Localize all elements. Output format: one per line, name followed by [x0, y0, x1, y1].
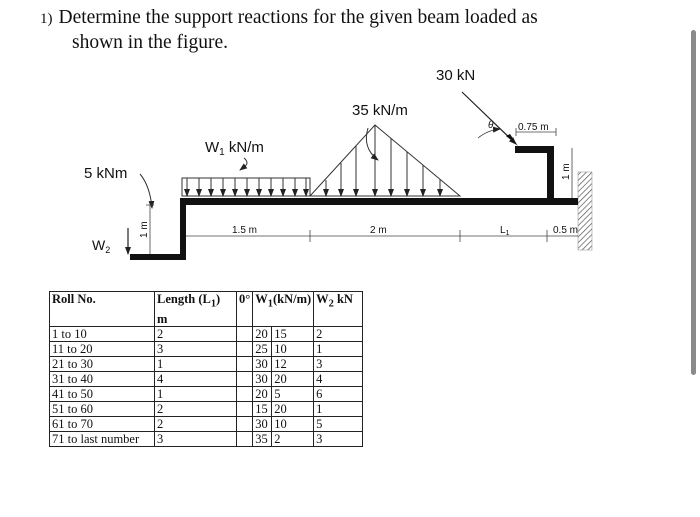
bracket-horizontal	[515, 146, 554, 153]
cell-w2: 3	[314, 431, 363, 446]
left-bottom-arm	[130, 254, 186, 260]
cell-w2: 1	[314, 401, 363, 416]
cell-w1: 15	[272, 326, 314, 341]
cell-roll: 41 to 50	[50, 386, 155, 401]
cell-w1: 10	[272, 341, 314, 356]
w2-label: $W_2$	[92, 237, 111, 255]
cell-length: 2	[155, 401, 237, 416]
cell-w2: 6	[314, 386, 363, 401]
cell-roll: 21 to 30	[50, 356, 155, 371]
fixed-wall	[578, 172, 592, 250]
table-row	[50, 431, 363, 446]
cell-theta: 30	[253, 356, 272, 371]
header-w1: $W_1(kN/m)$	[253, 292, 314, 327]
dim-2-label: 2 m	[370, 225, 387, 236]
cell-spacer	[237, 356, 253, 371]
table-row	[50, 356, 363, 371]
cell-theta: 35	[253, 431, 272, 446]
cell-spacer	[237, 371, 253, 386]
cell-length: 2	[155, 326, 237, 341]
table-header-row	[50, 292, 363, 327]
cell-w1: 2	[272, 431, 314, 446]
cell-roll: 51 to 60	[50, 401, 155, 416]
cell-w2: 1	[314, 341, 363, 356]
table-row	[50, 326, 363, 341]
cell-length: 3	[155, 341, 237, 356]
dim-1m-right-label: 1 m	[561, 163, 572, 180]
cell-spacer	[237, 431, 253, 446]
cell-theta: 25	[253, 341, 272, 356]
cell-spacer	[237, 326, 253, 341]
left-vertical-leg	[180, 198, 186, 260]
cell-length: 3	[155, 431, 237, 446]
table-row	[50, 401, 363, 416]
triangular-load	[310, 125, 460, 196]
cell-spacer	[237, 416, 253, 431]
cell-theta: 30	[253, 371, 272, 386]
cell-w1: 20	[272, 371, 314, 386]
cell-roll: 11 to 20	[50, 341, 155, 356]
udl-label: $W_1$ kN/m	[205, 139, 264, 158]
cell-spacer	[237, 386, 253, 401]
header-w2: $W_2$ kN	[314, 292, 363, 327]
cell-w1: 5	[272, 386, 314, 401]
moment-arc	[140, 174, 152, 208]
cell-theta: 20	[253, 386, 272, 401]
dim-075-label: 0.75 m	[518, 122, 549, 133]
question-number: 1)	[40, 11, 53, 27]
cell-w1: 12	[272, 356, 314, 371]
bracket-vertical	[547, 146, 554, 198]
triangular-load-label: 35 kN/m	[352, 102, 408, 119]
cell-w2: 4	[314, 371, 363, 386]
cell-roll: 31 to 40	[50, 371, 155, 386]
cell-length: 4	[155, 371, 237, 386]
table-row	[50, 386, 363, 401]
cell-theta: 15	[253, 401, 272, 416]
cell-w2: 5	[314, 416, 363, 431]
moment-label: 5 kNm	[84, 165, 128, 182]
cell-spacer	[237, 341, 253, 356]
cell-w1: 10	[272, 416, 314, 431]
dim-15-label: 1.5 m	[232, 225, 258, 236]
dim-05-label: 0.5 m	[553, 225, 579, 236]
table-row	[50, 341, 363, 356]
main-beam	[180, 198, 578, 205]
point-load-label: 30 kN	[436, 67, 476, 84]
cell-w2: 3	[314, 356, 363, 371]
udl-pointer	[240, 158, 247, 170]
cell-length: 2	[155, 416, 237, 431]
dim-L1-label: $L_1$	[500, 225, 510, 237]
parameter-table	[49, 291, 363, 447]
theta-label: θ	[488, 120, 494, 131]
cell-roll: 1 to 10	[50, 326, 155, 341]
question-line-1: Determine the support reactions for the given beam loaded as	[58, 7, 538, 28]
cell-spacer	[237, 401, 253, 416]
header-roll: Roll No.	[50, 292, 155, 327]
dim-1m-left-label: 1 m	[139, 221, 150, 238]
udl-load	[182, 178, 310, 196]
table-row	[50, 371, 363, 386]
cell-roll: 61 to 70	[50, 416, 155, 431]
table-row	[50, 416, 363, 431]
cell-length: 1	[155, 386, 237, 401]
header-length: Length $(L_1)$ m	[155, 292, 237, 327]
cell-w1: 20	[272, 401, 314, 416]
cell-roll: 71 to last number	[50, 431, 155, 446]
question-line-2: shown in the figure.	[72, 32, 228, 53]
cell-length: 1	[155, 356, 237, 371]
cell-theta: 30	[253, 416, 272, 431]
header-theta: 0°	[237, 292, 253, 327]
cell-w2: 2	[314, 326, 363, 341]
cell-theta: 20	[253, 326, 272, 341]
